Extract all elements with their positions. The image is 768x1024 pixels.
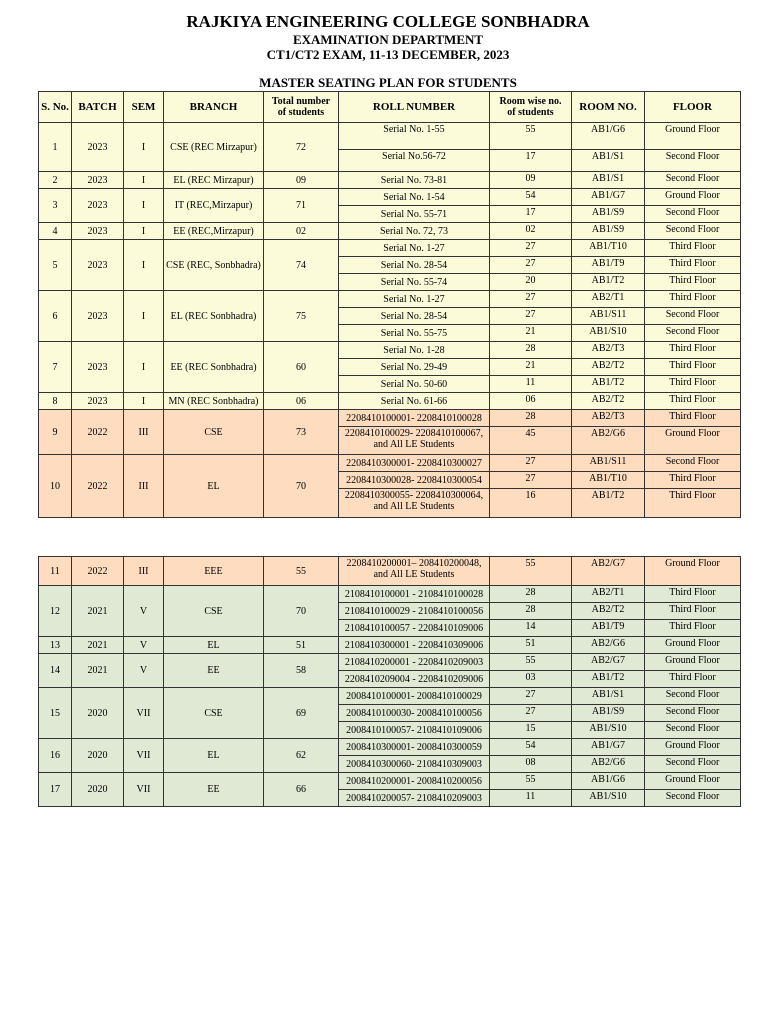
room-wise-count-cell: 55 [490, 654, 572, 671]
serial-number-cell: 14 [39, 654, 72, 688]
floor-cell: Third Floor [645, 603, 741, 620]
room-wise-count-cell: 55 [490, 123, 572, 150]
floor-cell: Second Floor [645, 223, 741, 240]
table-row [39, 172, 741, 189]
roll-number-cell: 2108410200001 - 2208410209003 [339, 654, 490, 671]
floor-cell: Ground Floor [645, 654, 741, 671]
room-number-cell: AB1/S11 [572, 308, 645, 325]
room-wise-count-cell: 16 [490, 489, 572, 518]
floor-cell: Third Floor [645, 359, 741, 376]
plan-title: MASTER SEATING PLAN FOR STUDENTS [259, 75, 517, 90]
semester-cell: VII [124, 739, 164, 773]
room-number-cell: AB1/T2 [572, 274, 645, 291]
branch-cell: EE [164, 773, 264, 807]
serial-number-cell: 8 [39, 393, 72, 410]
batch-cell: 2023 [72, 123, 124, 172]
room-wise-count-cell: 17 [490, 206, 572, 223]
room-number-cell: AB2/T3 [572, 342, 645, 359]
floor-cell: Third Floor [645, 489, 741, 518]
table-row [39, 223, 741, 240]
floor-cell: Third Floor [645, 586, 741, 603]
total-students-cell: 69 [264, 688, 339, 739]
room-wise-count-cell: 28 [490, 342, 572, 359]
roll-number-cell: Serial No. 61-66 [339, 393, 490, 410]
exam-title: CT1/CT2 EXAM, 11-13 DECEMBER, 2023 [266, 47, 510, 62]
room-number-cell: AB2/G7 [572, 654, 645, 671]
roll-number-cell: 2108410300001 - 2208410309006 [339, 637, 490, 654]
total-students-cell: 75 [264, 291, 339, 342]
room-number-cell: AB2/T3 [572, 410, 645, 427]
serial-number-cell: 17 [39, 773, 72, 807]
floor-cell: Second Floor [645, 722, 741, 739]
floor-cell: Second Floor [645, 150, 741, 172]
roll-number-cell: 2208410300055- 2208410300064, and All LE Students [339, 489, 490, 518]
semester-cell: V [124, 637, 164, 654]
table-row [39, 739, 741, 756]
roll-number-cell: Serial No. 28-54 [339, 308, 490, 325]
roll-number-cell: Serial No.56-72 [339, 150, 490, 172]
serial-number-cell: 11 [39, 557, 72, 586]
room-wise-count-cell: 21 [490, 359, 572, 376]
total-students-cell: 02 [264, 223, 339, 240]
batch-cell: 2021 [72, 586, 124, 637]
room-wise-count-cell: 54 [490, 739, 572, 756]
room-number-cell: AB1/S10 [572, 790, 645, 807]
floor-cell: Third Floor [645, 472, 741, 489]
branch-cell: EE [164, 654, 264, 688]
room-wise-count-cell: 11 [490, 376, 572, 393]
total-students-cell: 66 [264, 773, 339, 807]
room-number-cell: AB1/T2 [572, 671, 645, 688]
room-wise-count-cell: 09 [490, 172, 572, 189]
serial-number-cell: 12 [39, 586, 72, 637]
floor-cell: Second Floor [645, 172, 741, 189]
branch-cell: CSE [164, 688, 264, 739]
roll-number-cell: Serial No. 1-54 [339, 189, 490, 206]
branch-cell: IT (REC,Mirzapur) [164, 189, 264, 223]
floor-cell: Ground Floor [645, 739, 741, 756]
table-row [39, 637, 741, 654]
roll-number-cell: Serial No. 55-74 [339, 274, 490, 291]
floor-cell: Third Floor [645, 257, 741, 274]
branch-cell: CSE (REC, Sonbhadra) [164, 240, 264, 291]
batch-cell: 2022 [72, 410, 124, 455]
roll-number-cell: Serial No. 50-60 [339, 376, 490, 393]
college-name: RAJKIYA ENGINEERING COLLEGE SONBHADRA [186, 12, 590, 31]
table-row [39, 557, 741, 586]
floor-cell: Third Floor [645, 671, 741, 688]
total-students-cell: 62 [264, 739, 339, 773]
total-students-cell: 70 [264, 586, 339, 637]
table-2-body [39, 557, 741, 807]
total-students-cell: 55 [264, 557, 339, 586]
room-wise-count-cell: 27 [490, 291, 572, 308]
col-header-roll: ROLL NUMBER [339, 92, 490, 123]
room-number-cell: AB1/G7 [572, 739, 645, 756]
floor-cell: Ground Floor [645, 189, 741, 206]
roll-number-cell: 2008410200057- 2108410209003 [339, 790, 490, 807]
col-header-room: ROOM NO. [572, 92, 645, 123]
col-header-branch: BRANCH [164, 92, 264, 123]
serial-number-cell: 9 [39, 410, 72, 455]
roll-number-cell: Serial No. 73-81 [339, 172, 490, 189]
floor-cell: Ground Floor [645, 123, 741, 150]
floor-cell: Ground Floor [645, 427, 741, 455]
semester-cell: III [124, 410, 164, 455]
room-wise-count-cell: 11 [490, 790, 572, 807]
serial-number-cell: 16 [39, 739, 72, 773]
table-row [39, 654, 741, 671]
room-wise-count-cell: 20 [490, 274, 572, 291]
roll-number-cell: 2008410100057- 2108410109006 [339, 722, 490, 739]
semester-cell: I [124, 342, 164, 393]
table-row [39, 688, 741, 705]
roll-number-cell: 2208410300028- 2208410300054 [339, 472, 490, 489]
roll-number-cell: 2008410100001- 2008410100029 [339, 688, 490, 705]
roll-number-cell: 2208410300001- 2208410300027 [339, 455, 490, 472]
branch-cell: EL [164, 455, 264, 518]
roll-number-cell: 2008410200001- 2008410200056 [339, 773, 490, 790]
batch-cell: 2023 [72, 189, 124, 223]
serial-number-cell: 15 [39, 688, 72, 739]
room-wise-count-cell: 27 [490, 257, 572, 274]
room-wise-count-cell: 55 [490, 773, 572, 790]
roll-number-cell: Serial No. 72, 73 [339, 223, 490, 240]
total-students-cell: 73 [264, 410, 339, 455]
seating-plan-table-2 [38, 556, 741, 807]
floor-cell: Third Floor [645, 291, 741, 308]
roll-number-cell: Serial No. 1-27 [339, 240, 490, 257]
total-students-cell: 09 [264, 172, 339, 189]
batch-cell: 2023 [72, 393, 124, 410]
room-number-cell: AB1/S10 [572, 722, 645, 739]
branch-cell: EL (REC Sonbhadra) [164, 291, 264, 342]
room-wise-count-cell: 55 [490, 557, 572, 586]
room-wise-count-cell: 14 [490, 620, 572, 637]
semester-cell: V [124, 586, 164, 637]
roll-number-cell: 2108410100029 - 2108410100056 [339, 603, 490, 620]
semester-cell: III [124, 455, 164, 518]
table-row [39, 240, 741, 257]
seating-plan-table-1 [38, 91, 741, 518]
roll-number-cell: Serial No. 1-55 [339, 123, 490, 150]
room-number-cell: AB1/S1 [572, 150, 645, 172]
serial-number-cell: 6 [39, 291, 72, 342]
roll-number-cell: 2208410209004 - 2208410209006 [339, 671, 490, 688]
branch-cell: EL [164, 739, 264, 773]
room-wise-count-cell: 27 [490, 308, 572, 325]
roll-number-cell: 2008410300060- 2108410309003 [339, 756, 490, 773]
branch-cell: CSE [164, 586, 264, 637]
room-wise-count-cell: 27 [490, 705, 572, 722]
table-row [39, 586, 741, 603]
total-students-cell: 70 [264, 455, 339, 518]
batch-cell: 2023 [72, 223, 124, 240]
floor-cell: Ground Floor [645, 637, 741, 654]
batch-cell: 2023 [72, 172, 124, 189]
serial-number-cell: 1 [39, 123, 72, 172]
col-header-batch: BATCH [72, 92, 124, 123]
floor-cell: Third Floor [645, 240, 741, 257]
batch-cell: 2020 [72, 688, 124, 739]
roll-number-cell: 2108410100057 - 2208410109006 [339, 620, 490, 637]
room-number-cell: AB1/S9 [572, 223, 645, 240]
table-row [39, 455, 741, 472]
roll-number-cell: Serial No. 28-54 [339, 257, 490, 274]
room-number-cell: AB1/T2 [572, 376, 645, 393]
floor-cell: Second Floor [645, 756, 741, 773]
table-row [39, 393, 741, 410]
floor-cell: Third Floor [645, 376, 741, 393]
roll-number-cell: Serial No. 55-75 [339, 325, 490, 342]
floor-cell: Second Floor [645, 705, 741, 722]
room-wise-count-cell: 06 [490, 393, 572, 410]
roll-number-cell: 2008410100030- 2008410100056 [339, 705, 490, 722]
branch-cell: EL (REC Mirzapur) [164, 172, 264, 189]
floor-cell: Second Floor [645, 308, 741, 325]
room-wise-count-cell: 17 [490, 150, 572, 172]
room-number-cell: AB1/S11 [572, 455, 645, 472]
total-students-cell: 74 [264, 240, 339, 291]
semester-cell: III [124, 557, 164, 586]
roll-number-cell: 2208410100029- 2208410100067, and All LE Students [339, 427, 490, 455]
room-wise-count-cell: 28 [490, 410, 572, 427]
semester-cell: I [124, 240, 164, 291]
col-header-total-line1: Total number [271, 96, 331, 107]
room-number-cell: AB2/G6 [572, 427, 645, 455]
room-wise-count-cell: 02 [490, 223, 572, 240]
room-number-cell: AB1/T10 [572, 472, 645, 489]
room-wise-count-cell: 54 [490, 189, 572, 206]
table-row [39, 189, 741, 206]
room-wise-count-cell: 27 [490, 240, 572, 257]
col-header-room-wise-line1: Room wise no. [499, 96, 562, 107]
room-wise-count-cell: 15 [490, 722, 572, 739]
col-header-room-wise [490, 92, 572, 123]
room-wise-count-cell: 08 [490, 756, 572, 773]
room-wise-count-cell: 27 [490, 688, 572, 705]
floor-cell: Third Floor [645, 274, 741, 291]
semester-cell: VII [124, 773, 164, 807]
floor-cell: Ground Floor [645, 557, 741, 586]
serial-number-cell: 10 [39, 455, 72, 518]
total-students-cell: 71 [264, 189, 339, 223]
room-number-cell: AB2/G7 [572, 557, 645, 586]
semester-cell: I [124, 223, 164, 240]
floor-cell: Third Floor [645, 393, 741, 410]
room-wise-count-cell: 27 [490, 472, 572, 489]
batch-cell: 2020 [72, 739, 124, 773]
table-row [39, 342, 741, 359]
semester-cell: V [124, 654, 164, 688]
room-number-cell: AB1/S10 [572, 325, 645, 342]
room-number-cell: AB1/S9 [572, 705, 645, 722]
serial-number-cell: 13 [39, 637, 72, 654]
room-number-cell: AB1/S9 [572, 206, 645, 223]
room-wise-count-cell: 03 [490, 671, 572, 688]
room-number-cell: AB1/S1 [572, 172, 645, 189]
serial-number-cell: 3 [39, 189, 72, 223]
batch-cell: 2020 [72, 773, 124, 807]
serial-number-cell: 4 [39, 223, 72, 240]
branch-cell: MN (REC Sonbhadra) [164, 393, 264, 410]
serial-number-cell: 2 [39, 172, 72, 189]
room-wise-count-cell: 51 [490, 637, 572, 654]
semester-cell: I [124, 291, 164, 342]
total-students-cell: 72 [264, 123, 339, 172]
floor-cell: Second Floor [645, 206, 741, 223]
total-students-cell: 51 [264, 637, 339, 654]
department-name: EXAMINATION DEPARTMENT [292, 32, 484, 47]
room-number-cell: AB1/T10 [572, 240, 645, 257]
batch-cell: 2021 [72, 654, 124, 688]
floor-cell: Second Floor [645, 325, 741, 342]
room-number-cell: AB1/G6 [572, 123, 645, 150]
branch-cell: EEE [164, 557, 264, 586]
roll-number-cell: Serial No. 29-49 [339, 359, 490, 376]
total-students-cell: 60 [264, 342, 339, 393]
batch-cell: 2023 [72, 291, 124, 342]
batch-cell: 2023 [72, 342, 124, 393]
header-row [39, 92, 741, 123]
floor-cell: Second Floor [645, 790, 741, 807]
branch-cell: EE (REC,Mirzapur) [164, 223, 264, 240]
col-header-total-line2: of students [277, 107, 325, 118]
room-number-cell: AB1/G7 [572, 189, 645, 206]
room-wise-count-cell: 28 [490, 586, 572, 603]
col-header-sem: SEM [124, 92, 164, 123]
batch-cell: 2021 [72, 637, 124, 654]
total-students-cell: 58 [264, 654, 339, 688]
room-number-cell: AB1/G6 [572, 773, 645, 790]
floor-cell: Third Floor [645, 410, 741, 427]
room-wise-count-cell: 45 [490, 427, 572, 455]
roll-number-cell: 2008410300001- 2008410300059 [339, 739, 490, 756]
room-number-cell: AB1/T9 [572, 620, 645, 637]
serial-number-cell: 5 [39, 240, 72, 291]
semester-cell: I [124, 123, 164, 172]
room-number-cell: AB2/G6 [572, 637, 645, 654]
room-wise-count-cell: 21 [490, 325, 572, 342]
room-number-cell: AB2/T2 [572, 393, 645, 410]
semester-cell: I [124, 393, 164, 410]
col-header-total [264, 92, 339, 123]
room-number-cell: AB2/G6 [572, 756, 645, 773]
branch-cell: EE (REC Sonbhadra) [164, 342, 264, 393]
branch-cell: EL [164, 637, 264, 654]
semester-cell: VII [124, 688, 164, 739]
roll-number-cell: 2208410200001– 208410200048, and All LE Students [339, 557, 490, 586]
room-wise-count-cell: 28 [490, 603, 572, 620]
floor-cell: Third Floor [645, 620, 741, 637]
semester-cell: I [124, 172, 164, 189]
roll-number-cell: Serial No. 1-28 [339, 342, 490, 359]
table-row [39, 773, 741, 790]
roll-number-cell: Serial No. 55-71 [339, 206, 490, 223]
col-header-floor: FLOOR [645, 92, 741, 123]
batch-cell: 2023 [72, 240, 124, 291]
roll-number-cell: 2108410100001 - 2108410100028 [339, 586, 490, 603]
room-wise-count-cell: 27 [490, 455, 572, 472]
batch-cell: 2022 [72, 455, 124, 518]
serial-number-cell: 7 [39, 342, 72, 393]
batch-cell: 2022 [72, 557, 124, 586]
semester-cell: I [124, 189, 164, 223]
table-row [39, 410, 741, 427]
table-row [39, 123, 741, 150]
table-1-body [39, 123, 741, 518]
floor-cell: Ground Floor [645, 773, 741, 790]
room-number-cell: AB2/T2 [572, 359, 645, 376]
room-number-cell: AB1/T9 [572, 257, 645, 274]
branch-cell: CSE [164, 410, 264, 455]
total-students-cell: 06 [264, 393, 339, 410]
room-number-cell: AB2/T1 [572, 586, 645, 603]
room-number-cell: AB2/T1 [572, 291, 645, 308]
floor-cell: Second Floor [645, 455, 741, 472]
roll-number-cell: Serial No. 1-27 [339, 291, 490, 308]
floor-cell: Third Floor [645, 342, 741, 359]
col-header-room-wise-line2: of students [507, 107, 554, 118]
room-number-cell: AB1/S1 [572, 688, 645, 705]
table-row [39, 291, 741, 308]
branch-cell: CSE (REC Mirzapur) [164, 123, 264, 172]
document-header [0, 12, 768, 62]
room-number-cell: AB2/T2 [572, 603, 645, 620]
floor-cell: Second Floor [645, 688, 741, 705]
room-number-cell: AB1/T2 [572, 489, 645, 518]
roll-number-cell: 2208410100001- 2208410100028 [339, 410, 490, 427]
col-header-sno: S. No. [39, 92, 72, 123]
